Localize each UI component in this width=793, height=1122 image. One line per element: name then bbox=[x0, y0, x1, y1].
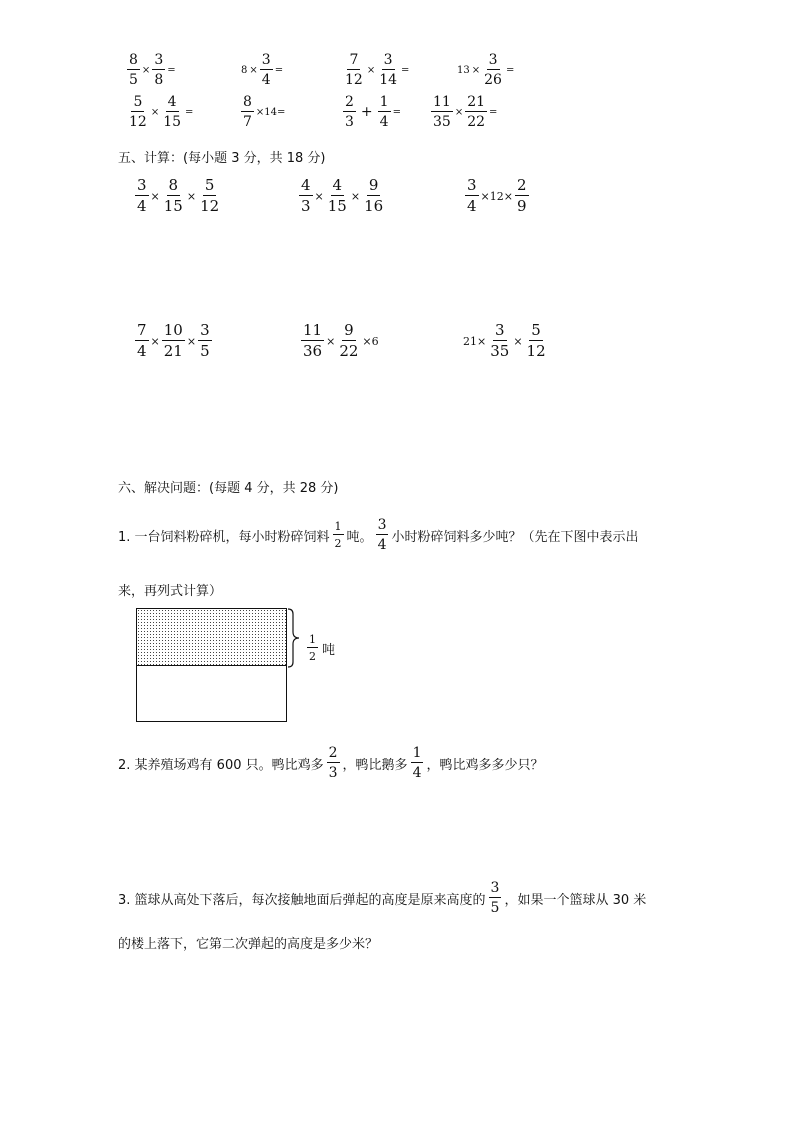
fraction: $\frac{3}{14}$ bbox=[379, 52, 398, 88]
calc-1-2: $\frac{4}{3}$ × $\frac{4}{15}$ × $\frac{9}{16}$ bbox=[301, 176, 384, 215]
calc-1-3: $\frac{3}{4}$ ×12× $\frac{2}{9}$ bbox=[467, 176, 527, 215]
fraction: $\frac{4}{15}$ bbox=[163, 94, 182, 130]
fraction: $\frac{9}{16}$ bbox=[364, 176, 384, 215]
fraction: $\frac{8}{7}$ bbox=[243, 94, 252, 130]
section-5-title: 五、计算：(每小题 3 分，共 18 分) bbox=[118, 151, 326, 166]
fraction: $\frac{3}{4}$ bbox=[377, 517, 387, 553]
problem-1-line-1: 1. 一台饲料粉碎机，每小时粉碎饲料 $\frac{1}{2}$ 吨。 $\frac{3}{4}$ 小时粉碎饲料多少吨？（先在下图中表示出 bbox=[118, 517, 639, 553]
calc-2-2: $\frac{11}{36}$ × $\frac{9}{22}$ ×6 bbox=[303, 321, 379, 360]
problem-3-line-1: 3. 篮球从高处下落后，每次接触地面后弹起的高度是原来高度的 $\frac{3}{5}$ ，如果一个篮球从 30 米 bbox=[118, 880, 647, 916]
exercise-1-3: $\frac{7}{12}$ × $\frac{3}{14}$ = bbox=[345, 52, 410, 88]
fraction: $\frac{2}{3}$ bbox=[345, 94, 354, 130]
fraction: $\frac{3}{35}$ bbox=[490, 321, 510, 360]
fraction: $\frac{7}{12}$ bbox=[345, 52, 363, 88]
fraction: $\frac{2}{9}$ bbox=[516, 176, 527, 215]
fraction: $\frac{4}{3}$ bbox=[301, 176, 311, 215]
fraction: $\frac{1}{2}$ bbox=[334, 520, 342, 550]
exercise-1-2: 8 × $\frac{3}{4}$ = bbox=[241, 52, 284, 88]
fraction: $\frac{2}{3}$ bbox=[328, 745, 338, 781]
fraction: $\frac{3}{4}$ bbox=[137, 176, 147, 215]
fraction: $\frac{3}{8}$ bbox=[154, 52, 164, 88]
exercise-2-1: $\frac{5}{12}$ × $\frac{4}{15}$ = bbox=[129, 94, 194, 130]
fraction: $\frac{1}{2}$ bbox=[309, 633, 316, 663]
exercise-2-4: $\frac{11}{35}$ × $\frac{21}{22}$ = bbox=[433, 94, 498, 130]
fraction: $\frac{7}{4}$ bbox=[137, 321, 147, 360]
fraction: $\frac{9}{22}$ bbox=[339, 321, 359, 360]
problem-1-line-2: 来，再列式计算） bbox=[118, 584, 223, 599]
calc-1-1: $\frac{3}{4}$ × $\frac{8}{15}$ × $\frac{5}{12}$ bbox=[137, 176, 220, 215]
fraction: $\frac{5}{12}$ bbox=[526, 321, 546, 360]
fraction: $\frac{3}{5}$ bbox=[490, 880, 500, 916]
shaded-half bbox=[137, 609, 286, 666]
calc-2-1: $\frac{7}{4}$ × $\frac{10}{21}$ × $\frac{3}{5}$ bbox=[137, 321, 210, 360]
calc-2-3: 21× $\frac{3}{35}$ × $\frac{5}{12}$ bbox=[463, 321, 546, 360]
problem-2-line-1: 2. 某养殖场鸡有 600 只。鸭比鸡多 $\frac{2}{3}$ ，鸭比鹅多 $\frac{1}{4}$ ，鸭比鸡多多少只？ bbox=[118, 745, 544, 781]
fraction: $\frac{3}{5}$ bbox=[200, 321, 210, 360]
problem-3-line-2: 的楼上落下，它第二次弹起的高度是多少米？ bbox=[118, 937, 379, 952]
brace-label: $\frac{1}{2}$ 吨 bbox=[309, 633, 336, 663]
fraction: $\frac{11}{36}$ bbox=[303, 321, 323, 360]
fraction: $\frac{10}{21}$ bbox=[163, 321, 183, 360]
fraction: $\frac{1}{4}$ bbox=[379, 94, 389, 130]
section-6-title: 六、解决问题：(每题 4 分，共 28 分) bbox=[118, 481, 339, 496]
exercise-1-1: $\frac{8}{5}$ × $\frac{3}{8}$ = bbox=[129, 52, 176, 88]
fraction: $\frac{8}{15}$ bbox=[163, 176, 183, 215]
fraction: $\frac{3}{4}$ bbox=[261, 52, 271, 88]
exercise-2-2: $\frac{8}{7}$ ×14= bbox=[243, 94, 286, 130]
fraction: $\frac{5}{12}$ bbox=[200, 176, 220, 215]
problem-1-diagram-box bbox=[136, 608, 287, 722]
fraction: $\frac{4}{15}$ bbox=[327, 176, 347, 215]
exercise-2-3: $\frac{2}{3}$ + $\frac{1}{4}$ = bbox=[345, 94, 401, 130]
fraction: $\frac{5}{12}$ bbox=[129, 94, 147, 130]
fraction: $\frac{8}{5}$ bbox=[129, 52, 138, 88]
curly-brace-icon bbox=[287, 608, 301, 668]
fraction: $\frac{11}{35}$ bbox=[433, 94, 451, 130]
fraction: $\frac{21}{22}$ bbox=[467, 94, 486, 130]
fraction: $\frac{1}{4}$ bbox=[412, 745, 422, 781]
exercise-1-4: 13 × $\frac{3}{26}$ = bbox=[457, 52, 515, 88]
fraction: $\frac{3}{26}$ bbox=[484, 52, 502, 88]
fraction: $\frac{3}{4}$ bbox=[467, 176, 477, 215]
